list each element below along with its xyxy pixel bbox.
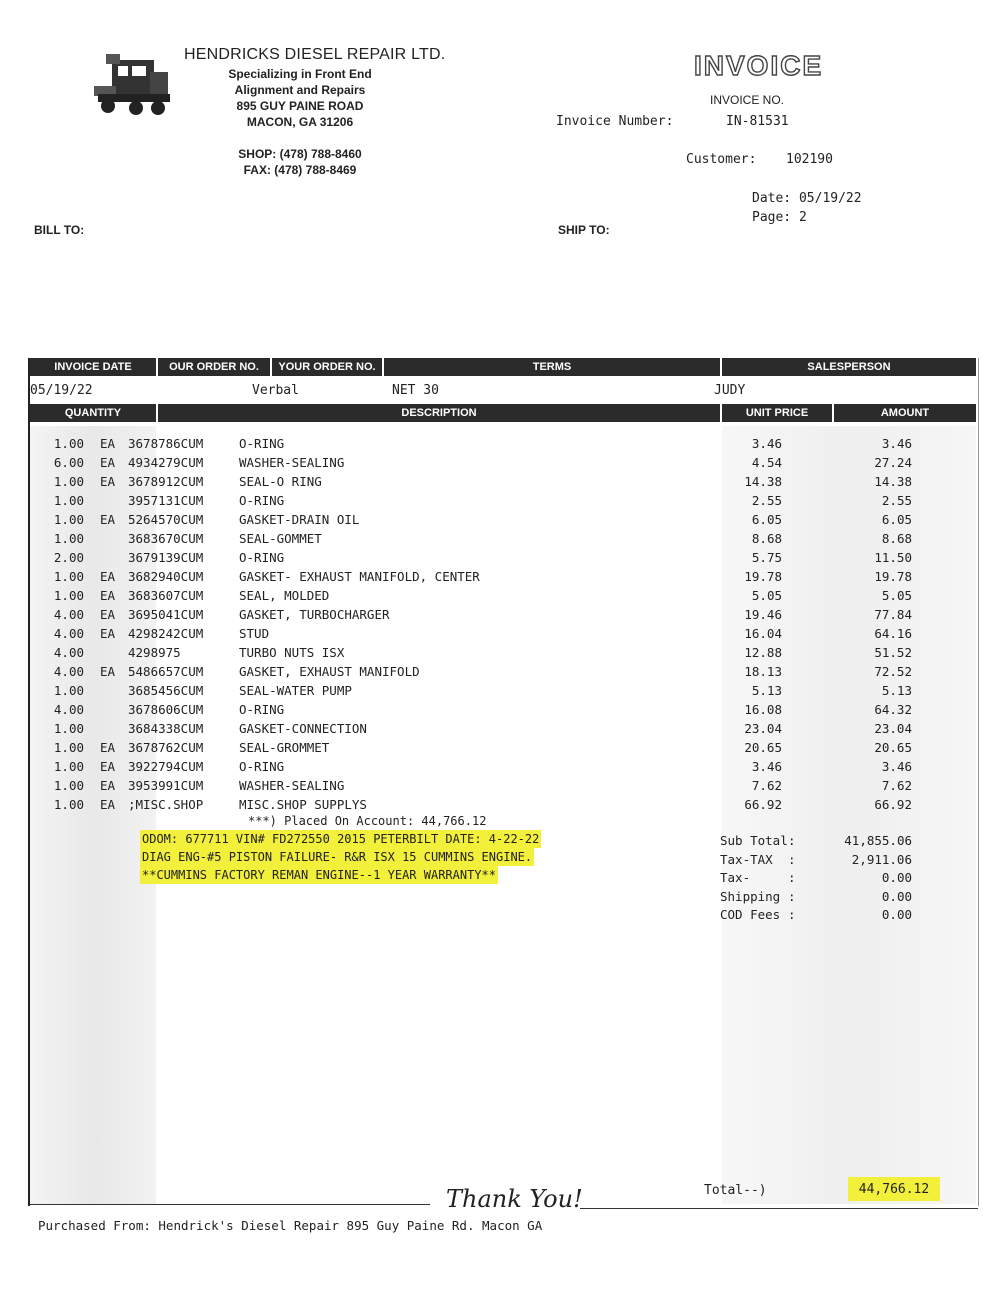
item-quantity: 2.00 [53, 550, 84, 565]
totals-label: Shipping [720, 888, 781, 904]
item-description: TURBO NUTS ISX [239, 645, 345, 660]
line-item-row [30, 721, 950, 740]
item-unit-price: 16.08 [744, 702, 782, 717]
item-part-number: 3685456CUM [128, 683, 204, 698]
item-amount: 66.92 [874, 797, 912, 812]
item-description: O-RING [239, 493, 285, 508]
item-amount: 11.50 [874, 550, 912, 565]
item-part-number: ;MISC.SHOP [128, 797, 204, 812]
item-unit-price: 14.38 [744, 474, 782, 489]
line-item-row [30, 569, 950, 588]
item-unit-price: 5.05 [751, 588, 782, 603]
item-amount: 20.65 [874, 740, 912, 755]
bill-to-label: BILL TO: [34, 223, 85, 237]
col-terms: TERMS [384, 358, 720, 376]
totals-value: 2,911.06 [851, 851, 912, 867]
item-amount: 14.38 [874, 474, 912, 489]
item-description: WASHER-SEALING [239, 778, 345, 793]
item-quantity: 1.00 [53, 683, 84, 698]
item-quantity: 4.00 [53, 607, 84, 622]
line-item-row [30, 664, 950, 683]
col-salesperson: SALESPERSON [722, 358, 976, 376]
item-unit-price: 5.13 [751, 683, 782, 698]
line-item-row [30, 455, 950, 474]
salesperson-value: JUDY [714, 382, 746, 398]
item-description: O-RING [239, 436, 285, 451]
item-amount: 3.46 [881, 436, 912, 451]
item-part-number: 3922794CUM [128, 759, 204, 774]
grand-total-label: Total--) [704, 1183, 767, 1198]
page-number: Page: 2 [752, 210, 807, 225]
item-description: GASKET-DRAIN OIL [239, 512, 360, 527]
totals-label: COD Fees [720, 907, 781, 922]
item-quantity: 1.00 [53, 493, 84, 508]
item-quantity: 1.00 [53, 588, 84, 603]
item-unit-price: 4.54 [751, 455, 782, 470]
col-quantity: QUANTITY [30, 404, 156, 422]
item-unit-price: 12.88 [744, 645, 782, 660]
item-unit-price: 20.65 [744, 740, 782, 755]
item-amount: 7.62 [881, 778, 912, 793]
col-unit-price: UNIT PRICE [722, 404, 832, 422]
company-tagline-1: Specializing in Front End [228, 67, 372, 81]
item-unit-price: 23.04 [744, 721, 782, 736]
item-unit-measure: EA [100, 740, 116, 755]
item-unit-measure: EA [100, 664, 116, 679]
line-item-row [30, 645, 950, 664]
your-order-value: Verbal [252, 382, 299, 398]
invoice-date-value: 05/19/22 [30, 382, 93, 398]
totals-value: 41,855.06 [844, 833, 912, 848]
item-description: O-RING [239, 759, 285, 774]
totals-colon: : [788, 907, 796, 922]
item-description: GASKET, TURBOCHARGER [239, 607, 390, 622]
line-item-row [30, 474, 950, 493]
company-phones [200, 146, 400, 178]
customer-label: Customer: [686, 152, 757, 167]
item-quantity: 4.00 [53, 664, 84, 679]
line-item-row [30, 626, 950, 645]
item-amount: 6.05 [881, 512, 912, 527]
item-description: O-RING [239, 550, 285, 565]
item-unit-price: 5.75 [751, 550, 782, 565]
item-part-number: 4298975 [128, 645, 181, 660]
item-quantity: 4.00 [53, 702, 84, 717]
totals-row [720, 869, 920, 888]
item-unit-price: 6.05 [751, 512, 782, 527]
note-warranty: **CUMMINS FACTORY REMAN ENGINE--1 YEAR WARRANTY** [142, 868, 497, 882]
item-amount: 3.46 [881, 759, 912, 774]
item-description: O-RING [239, 702, 285, 717]
note-diagnosis: DIAG ENG-#5 PISTON FAILURE- R&R ISX 15 CUMMINS ENGINE. [142, 850, 533, 864]
grand-total-value: 44,766.12 [848, 1177, 940, 1201]
service-notes [140, 830, 541, 884]
item-unit-measure: EA [100, 455, 116, 470]
item-part-number: 3679139CUM [128, 550, 204, 565]
invoice-number-label: Invoice Number: [556, 114, 674, 129]
item-unit-price: 16.04 [744, 626, 782, 641]
item-quantity: 1.00 [53, 569, 84, 584]
col-amount: AMOUNT [834, 404, 976, 422]
item-unit-price: 3.46 [751, 436, 782, 451]
item-description: SEAL-O RING [239, 474, 322, 489]
item-amount: 5.05 [881, 588, 912, 603]
totals-label: Tax-TAX [720, 851, 773, 867]
totals-row [720, 832, 920, 851]
placed-on-account: ***) Placed On Account: 44,766.12 [248, 814, 487, 828]
item-amount: 8.68 [881, 531, 912, 546]
item-amount: 72.52 [874, 664, 912, 679]
item-unit-price: 8.68 [751, 531, 782, 546]
line-item-row [30, 531, 950, 550]
item-part-number: 3684338CUM [128, 721, 204, 736]
line-item-row [30, 588, 950, 607]
item-unit-measure: EA [100, 569, 116, 584]
col-invoice-date: INVOICE DATE [30, 358, 156, 376]
totals-colon: : [788, 833, 796, 848]
item-amount: 64.16 [874, 626, 912, 641]
line-item-row [30, 740, 950, 759]
item-unit-measure: EA [100, 626, 116, 641]
item-description: MISC.SHOP SUPPLYS [239, 797, 367, 812]
item-unit-price: 2.55 [751, 493, 782, 508]
line-item-row [30, 683, 950, 702]
invoice-no-label: INVOICE NO. [710, 93, 785, 107]
line-item-row [30, 702, 950, 721]
item-amount: 27.24 [874, 455, 912, 470]
line-item-row [30, 436, 950, 455]
company-tagline-2: Alignment and Repairs [234, 83, 366, 97]
totals-colon: : [788, 870, 796, 885]
item-unit-price: 3.46 [751, 759, 782, 774]
col-your-order: YOUR ORDER NO. [272, 358, 382, 376]
note-odometer-vin: ODOM: 677711 VIN# FD272550 2015 PETERBILT DATE: 4-22-22 [142, 832, 540, 846]
item-part-number: 3683670CUM [128, 531, 204, 546]
item-quantity: 4.00 [53, 626, 84, 641]
fax-number: FAX: (478) 788-8469 [243, 163, 357, 177]
line-item-row [30, 493, 950, 512]
company-name: HENDRICKS DIESEL REPAIR LTD. [184, 46, 446, 63]
item-part-number: 5264570CUM [128, 512, 204, 527]
item-part-number: 3682940CUM [128, 569, 204, 584]
footer-rule-right [580, 1208, 978, 1209]
item-unit-measure: EA [100, 436, 116, 451]
totals-label: Tax- [720, 870, 751, 885]
line-item-row [30, 607, 950, 626]
item-part-number: 3678786CUM [128, 436, 204, 451]
item-unit-measure: EA [100, 474, 116, 489]
item-amount: 51.52 [874, 645, 912, 660]
item-part-number: 3683607CUM [128, 588, 204, 603]
item-unit-price: 7.62 [751, 778, 782, 793]
item-amount: 77.84 [874, 607, 912, 622]
item-quantity: 1.00 [53, 512, 84, 527]
thank-you-signature: Thank You! [446, 1185, 583, 1213]
totals-row [720, 888, 920, 907]
item-quantity: 1.00 [53, 474, 84, 489]
invoice-title: INVOICE [694, 50, 824, 81]
ship-to-label: SHIP TO: [558, 223, 610, 237]
item-unit-measure: EA [100, 607, 116, 622]
totals-value: 0.00 [881, 888, 912, 904]
item-description: SEAL-GOMMET [239, 531, 322, 546]
line-item-row [30, 759, 950, 778]
invoice-date-line: Date: 05/19/22 [752, 191, 862, 206]
item-part-number: 3678606CUM [128, 702, 204, 717]
item-quantity: 1.00 [53, 436, 84, 451]
item-quantity: 1.00 [53, 759, 84, 774]
item-part-number: 3957131CUM [128, 493, 204, 508]
company-street: 895 GUY PAINE ROAD [236, 99, 364, 113]
item-description: STUD [239, 626, 270, 641]
totals-value: 0.00 [881, 907, 912, 922]
item-unit-measure: EA [100, 778, 116, 793]
item-unit-measure: EA [100, 759, 116, 774]
line-item-row [30, 550, 950, 569]
item-quantity: 1.00 [53, 797, 84, 812]
line-item-row [30, 797, 950, 816]
purchased-from-footer: Purchased From: Hendrick's Diesel Repair 895 Guy Paine Rd. Macon GA [38, 1218, 543, 1233]
col-our-order: OUR ORDER NO. [158, 358, 270, 376]
item-quantity: 4.00 [53, 645, 84, 660]
item-unit-price: 19.78 [744, 569, 782, 584]
footer-rule-left [30, 1204, 430, 1205]
item-description: GASKET-CONNECTION [239, 721, 367, 736]
item-quantity: 1.00 [53, 778, 84, 793]
company-city: MACON, GA 31206 [246, 115, 354, 129]
item-part-number: 4298242CUM [128, 626, 204, 641]
item-description: WASHER-SEALING [239, 455, 345, 470]
line-item-row [30, 778, 950, 797]
item-amount: 2.55 [881, 493, 912, 508]
item-unit-price: 18.13 [744, 664, 782, 679]
item-part-number: 3953991CUM [128, 778, 204, 793]
item-amount: 19.78 [874, 569, 912, 584]
totals-colon: : [788, 851, 796, 867]
line-item-row [30, 512, 950, 531]
item-unit-measure: EA [100, 797, 116, 812]
item-unit-measure: EA [100, 512, 116, 527]
item-part-number: 3695041CUM [128, 607, 204, 622]
invoice-number: IN-81531 [726, 114, 789, 129]
totals-row [720, 906, 920, 925]
totals-row [720, 851, 920, 870]
totals-label: Sub Total [720, 833, 788, 848]
item-quantity: 1.00 [53, 721, 84, 736]
col-description: DESCRIPTION [158, 404, 720, 422]
item-part-number: 5486657CUM [128, 664, 204, 679]
shop-phone: SHOP: (478) 788-8460 [238, 147, 362, 161]
customer-number: 102190 [786, 152, 833, 167]
truck-logo [92, 52, 178, 122]
totals-block [720, 832, 920, 925]
item-amount: 64.32 [874, 702, 912, 717]
item-description: SEAL-GROMMET [239, 740, 330, 755]
item-quantity: 1.00 [53, 531, 84, 546]
line-items [30, 436, 950, 816]
item-quantity: 1.00 [53, 740, 84, 755]
item-unit-measure: EA [100, 588, 116, 603]
company-address [200, 66, 400, 130]
totals-colon: : [788, 888, 796, 904]
item-amount: 23.04 [874, 721, 912, 736]
terms-value: NET 30 [392, 382, 439, 398]
item-quantity: 6.00 [53, 455, 84, 470]
item-description: SEAL, MOLDED [239, 588, 330, 603]
item-description: GASKET, EXHAUST MANIFOLD [239, 664, 420, 679]
item-description: SEAL-WATER PUMP [239, 683, 352, 698]
item-part-number: 3678912CUM [128, 474, 204, 489]
item-part-number: 3678762CUM [128, 740, 204, 755]
item-unit-price: 19.46 [744, 607, 782, 622]
item-description: GASKET- EXHAUST MANIFOLD, CENTER [239, 569, 480, 584]
totals-value: 0.00 [881, 870, 912, 885]
item-amount: 5.13 [881, 683, 912, 698]
item-unit-price: 66.92 [744, 797, 782, 812]
item-part-number: 4934279CUM [128, 455, 204, 470]
